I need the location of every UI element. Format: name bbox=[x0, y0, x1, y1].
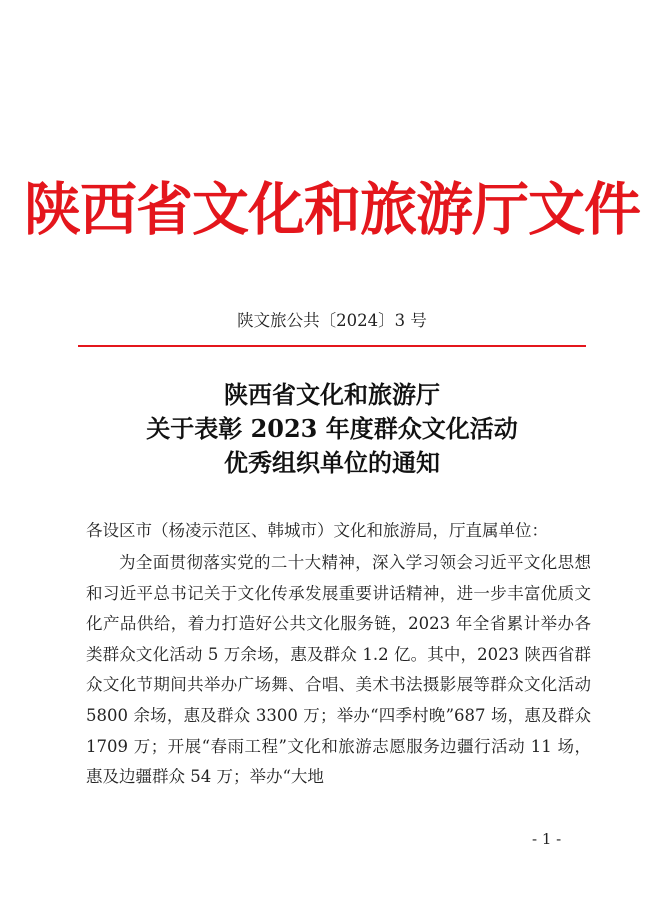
title-line-2: 关于表彰 2023 年度群众文化活动 bbox=[146, 414, 518, 443]
document-title bbox=[0, 378, 664, 480]
title-line-1: 陕西省文化和旅游厅 bbox=[224, 380, 440, 409]
page-number: - 1 - bbox=[532, 830, 562, 848]
document-masthead: 陕西省文化和旅游厅文件 bbox=[24, 176, 640, 243]
document-number: 陕文旅公共〔2024〕3 号 bbox=[237, 311, 427, 330]
title-line-3: 优秀组织单位的通知 bbox=[224, 448, 440, 477]
body-paragraph: 为全面贯彻落实党的二十大精神，深入学习领会习近平文化思想和习近平总书记关于文化传承发展重要讲话精神，进一步丰富优质文化产品供给，着力打造好公共文化服务链，2023 年全省累计举办各类群众文化活动 5 万余场，惠及群众 1.2 亿。其中，2023 陕西省群众文化节期间共举办广场舞、合唱、美术书法摄影展等群众文化活动 5800 余场，惠及群众 3300 万；举办“四季村晚”687 场，惠及群众 1709 万；开展“春雨工程”文化和旅游志愿服务边疆行活动 11 场，惠及边疆群众 54 万；举办“大地 bbox=[86, 553, 591, 787]
red-divider-line bbox=[78, 345, 586, 347]
salutation: 各设区市（杨凌示范区、韩城市）文化和旅游局，厅直属单位： bbox=[86, 521, 548, 540]
